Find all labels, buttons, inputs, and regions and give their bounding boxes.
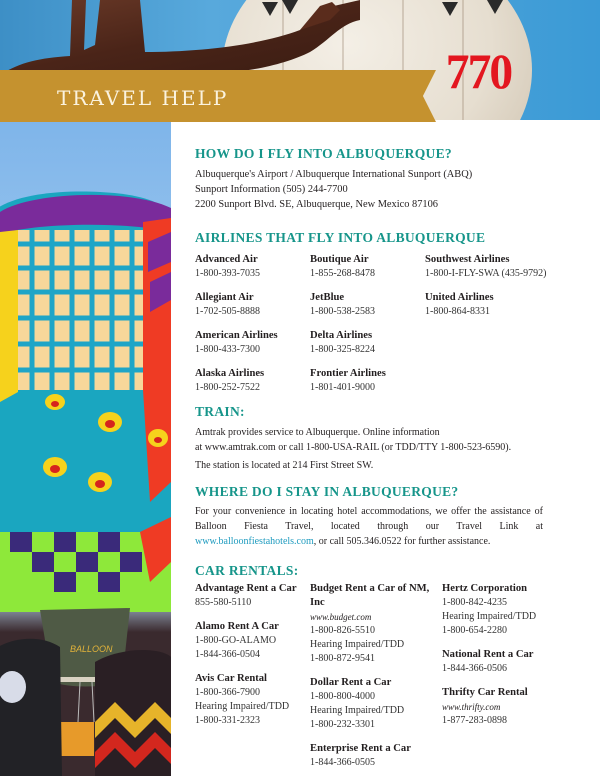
airline-name: Alaska Airlines	[195, 367, 265, 379]
airline-phone: 1-800-252-7522	[195, 381, 260, 393]
fly-section	[195, 146, 590, 213]
car-rental-entry	[310, 742, 442, 770]
airline-entry	[310, 291, 425, 319]
rental-phone: 855-580-5110	[195, 597, 252, 609]
hotels-link[interactable]: www.balloonfiestahotels.com	[195, 536, 314, 548]
rental-phone: 1-844-366-0504	[195, 649, 260, 661]
car-rentals-column	[442, 582, 592, 776]
car-rental-entry	[442, 648, 592, 676]
rental-phone: 1-800-654-2280	[442, 625, 507, 637]
airline-name: Delta Airlines	[310, 329, 373, 341]
rental-tdd-label: Hearing Impaired/TDD	[195, 701, 290, 713]
airline-entry	[195, 291, 310, 319]
car-rental-entry	[195, 620, 310, 662]
rental-website: www.budget.com	[310, 612, 372, 623]
airline-phone: 1-801-401-9000	[310, 381, 375, 393]
car-rentals-grid	[195, 582, 590, 776]
stay-text: , or call 505.346.0522 for further assistance.	[313, 536, 491, 548]
rental-name: Budget Rent a Car of NM, Inc	[310, 583, 430, 609]
airline-name: Allegiant Air	[195, 291, 254, 303]
stay-heading: WHERE DO I STAY IN ALBUQUERQUE?	[195, 484, 459, 500]
train-info-line: at www.amtrak.com or call 1-800-USA-RAIL (or TDD/TTY 1-800-523-6590).	[195, 441, 512, 453]
airlines-section	[195, 230, 590, 395]
airline-phone: 1-800-I-FLY-SWA (435-9792)	[425, 267, 547, 279]
airline-name: Frontier Airlines	[310, 367, 386, 379]
airline-name: JetBlue	[310, 291, 345, 303]
airline-name: United Airlines	[425, 291, 494, 303]
sunport-info: Sunport Information (505) 244-7700	[195, 184, 348, 196]
airlines-grid	[195, 253, 590, 395]
train-info-line: Amtrak provides service to Albuquerque. Online information	[195, 426, 440, 438]
balloon-number: 770	[445, 43, 512, 99]
rental-phone: 1-800-826-5510	[310, 625, 375, 637]
airline-name: American Airlines	[195, 329, 278, 341]
airport-name: Albuquerque's Airport / Albuquerque International Sunport (ABQ)	[195, 169, 473, 180]
car-rental-entry	[310, 676, 442, 732]
svg-text:BALLOON: BALLOON	[70, 644, 113, 654]
fly-heading: HOW DO I FLY INTO ALBUQUERQUE?	[195, 146, 452, 161]
rental-name: Hertz Corporation	[442, 583, 528, 595]
train-station-location: The station is located at 214 First Street SW.	[195, 460, 374, 472]
travel-info-content	[195, 146, 590, 776]
airline-entry	[195, 367, 310, 395]
airlines-column	[310, 253, 425, 395]
airline-phone: 1-800-325-8224	[310, 343, 375, 355]
stay-paragraph	[195, 504, 543, 549]
airline-name: Advanced Air	[195, 253, 258, 265]
rental-tdd-label: Hearing Impaired/TDD	[310, 639, 405, 651]
train-heading: TRAIN:	[195, 403, 245, 419]
airline-entry	[425, 253, 595, 281]
airline-phone: 1-855-268-8478	[310, 267, 375, 279]
rental-phone: 1-844-366-0506	[442, 663, 507, 675]
stay-section	[195, 484, 590, 549]
airline-phone: 1-800-538-2583	[310, 305, 375, 317]
rental-phone: 1-844-366-0505	[310, 757, 375, 769]
rental-name: Avis Car Rental	[195, 673, 267, 685]
airline-entry	[195, 253, 310, 281]
airline-name: Boutique Air	[310, 253, 369, 265]
airline-entry	[310, 329, 425, 357]
rental-tdd-label: Hearing Impaired/TDD	[310, 705, 405, 717]
rental-phone: 1-800-366-7900	[195, 687, 260, 699]
stay-text: For your convenience in locating hotel accommodations, we offer the assistance of Balloon Fiesta Travel, located through our Travel Link at	[195, 506, 543, 533]
rental-name: Thrifty Car Rental	[442, 687, 528, 699]
car-rentals-column	[310, 582, 442, 776]
rental-name: Dollar Rent a Car	[310, 677, 392, 689]
airline-phone: 1-800-393-7035	[195, 267, 260, 279]
train-section	[195, 404, 590, 474]
car-rental-entry	[195, 582, 310, 610]
rental-phone: 1-800-872-9541	[310, 653, 375, 665]
airline-entry	[310, 253, 425, 281]
car-rentals-section	[195, 563, 590, 776]
airline-phone: 1-702-505-8888	[195, 305, 260, 317]
hot-air-balloon-photo	[0, 122, 171, 776]
airline-phone: 1-800-864-8331	[425, 305, 490, 317]
rental-name: Alamo Rent A Car	[195, 621, 279, 633]
rental-phone: 1-800-331-2323	[195, 715, 260, 727]
page-title: TRAVEL HELP	[57, 86, 229, 110]
car-rental-entry	[195, 672, 310, 728]
airline-entry	[310, 367, 425, 395]
rental-phone: 1-800-232-3301	[310, 719, 375, 731]
car-rental-entry	[442, 582, 592, 638]
car-rentals-heading: CAR RENTALS:	[195, 563, 299, 579]
car-rental-entry	[310, 582, 442, 666]
rental-name: Advantage Rent a Car	[195, 583, 297, 595]
airline-phone: 1-800-433-7300	[195, 343, 260, 355]
rental-phone: 1-800-842-4235	[442, 597, 507, 609]
rental-name: National Rent a Car	[442, 649, 534, 661]
airlines-column	[425, 253, 595, 395]
airlines-heading: AIRLINES THAT FLY INTO ALBUQUERQUE	[195, 229, 486, 245]
rental-phone: 1-800-800-4000	[310, 691, 375, 703]
airline-entry	[195, 329, 310, 357]
rental-tdd-label: Hearing Impaired/TDD	[442, 611, 537, 623]
car-rental-entry	[442, 686, 592, 728]
rental-phone: 1-800-GO-ALAMO	[195, 635, 277, 647]
airline-name: Southwest Airlines	[425, 253, 510, 265]
rental-website: www.thrifty.com	[442, 702, 501, 713]
airlines-column	[195, 253, 310, 395]
rental-phone: 1-877-283-0898	[442, 715, 507, 727]
airline-entry	[425, 291, 595, 319]
car-rentals-column	[195, 582, 310, 776]
airport-address: 2200 Sunport Blvd. SE, Albuquerque, New Mexico 87106	[195, 199, 439, 211]
rental-name: Enterprise Rent a Car	[310, 743, 411, 755]
